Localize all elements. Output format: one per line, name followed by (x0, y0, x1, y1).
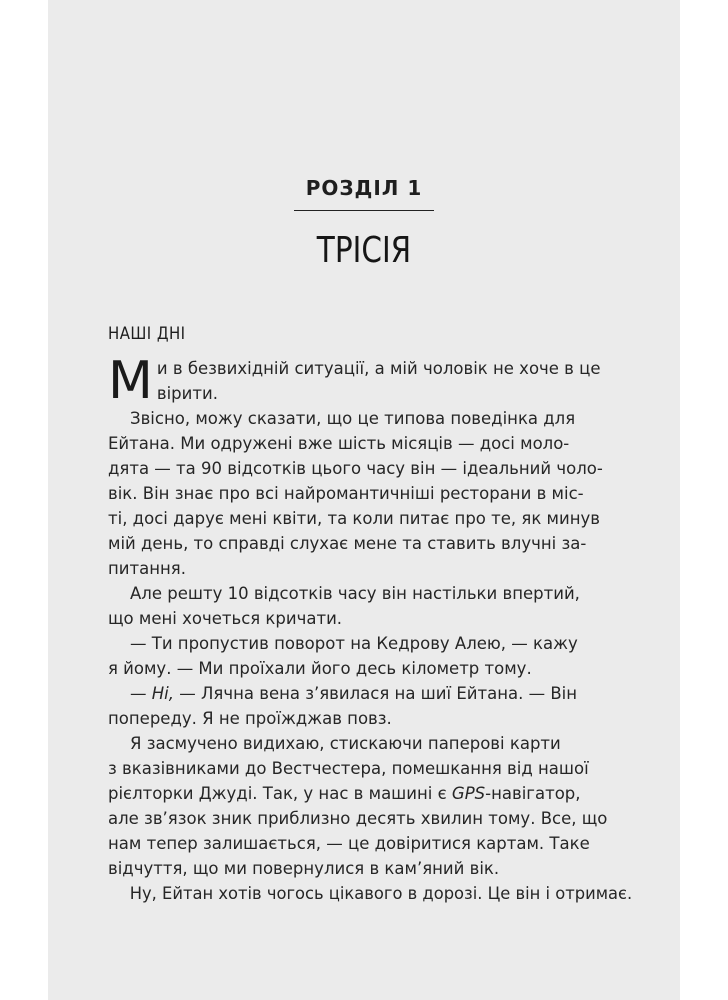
drop-cap: М (108, 356, 153, 406)
text-line: нам тепер залишається, — це довіритися картам. Таке (108, 834, 590, 853)
text-line: вік. Він знає про всі найромантичніші ресторани в міс- (108, 484, 584, 503)
text-line: вірити. (156, 384, 218, 403)
text-line: — Ні, — Лячна вена з’явилася на шиї Ейтана. — Він (130, 684, 578, 703)
text-line: и в безвихідній ситуації, а мій чоловік не хоче в це (156, 359, 601, 378)
text-line: питання. (108, 559, 186, 578)
italic-text: Ні, (151, 684, 174, 703)
text-line: ті, досі дарує мені квіти, та коли питає про те, як минув (108, 509, 600, 528)
text-fragment: рієлторки Джуді. Так, у нас в машині є (108, 784, 447, 803)
book-page (48, 0, 680, 1000)
text-fragment: — Лячна вена з’явилася на шиї Ейтана. — Він (174, 684, 578, 703)
text-line: мій день, то справді слухає мене та ставить влучні за- (108, 534, 587, 553)
text-line: з вказівниками до Вестчестера, помешкання від нашої (108, 759, 589, 778)
text-line: Я засмучено видихаю, стискаючи паперові карти (130, 734, 561, 753)
text-line: — Ти пропустив поворот на Кедрову Алею, — кажу (130, 634, 578, 653)
text-line: Звісно, можу сказати, що це типова поведінка для (130, 409, 576, 428)
text-line: Ну, Ейтан хотів чогось цікавого в дорозі. Це він і отримає. (129, 884, 633, 903)
text-line: я йому. — Ми проїхали його десь кілометр тому. (108, 659, 532, 678)
italic-text: GPS (451, 784, 486, 803)
text-line (108, 781, 632, 806)
text-fragment: -навігатор, (485, 784, 581, 803)
text-line: попереду. Я не проїжджав повз. (108, 709, 392, 728)
section-heading: НАШІ ДНІ (108, 324, 186, 344)
chapter-label: РОЗДІЛ 1 (305, 176, 423, 200)
text-line: але зв’язок зник приблизно десять хвилин тому. Все, що (108, 809, 608, 828)
text-line: Ейтана. Ми одружені вже шість місяців — досі моло- (108, 434, 570, 453)
first-paragraph (108, 356, 632, 406)
chapter-title: ТРІСІЯ (316, 230, 412, 271)
chapter-divider (294, 210, 434, 211)
body-text (108, 356, 632, 906)
text-line: що мені хочеться кричати. (108, 609, 343, 628)
text-line: відчуття, що ми повернулися в кам’яний вік. (108, 859, 500, 878)
text-line: дята — та 90 відсотків цього часу він — ідеальний чоло- (108, 459, 603, 478)
text-line: Але решту 10 відсотків часу він настільки впертий, (130, 584, 580, 603)
